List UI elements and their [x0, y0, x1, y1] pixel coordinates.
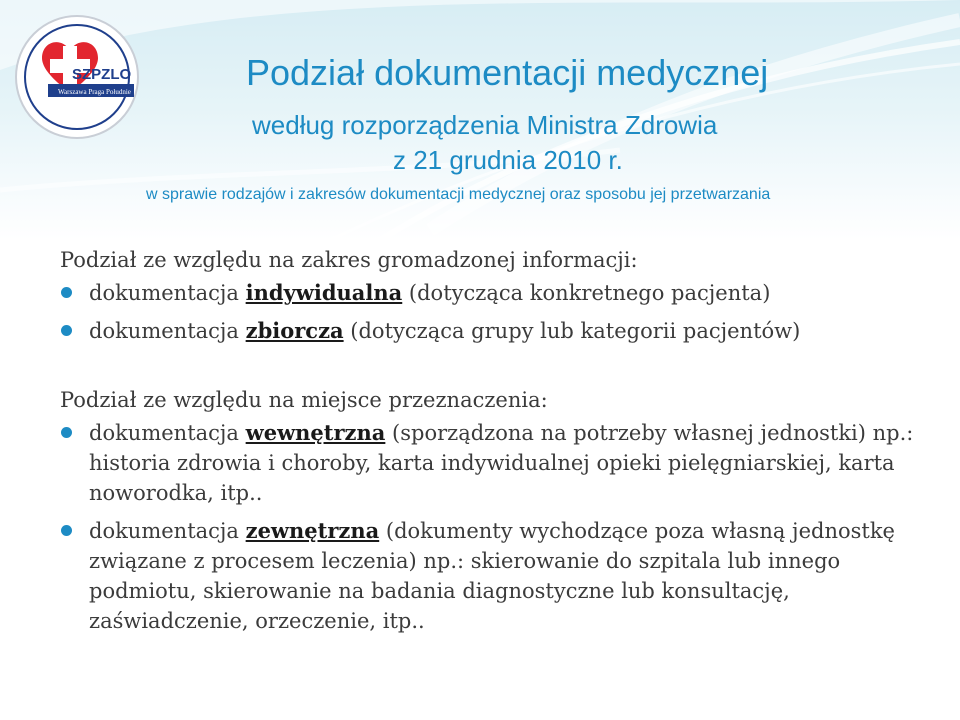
item-rest: (dotycząca grupy lub kategorii pacjentów)	[343, 319, 801, 343]
section2-list	[60, 418, 920, 636]
bullet-icon	[61, 287, 72, 298]
item-emphasis: indywidualna	[245, 280, 403, 305]
logo-text: SZPZLO	[72, 66, 132, 83]
bullet-icon	[61, 325, 72, 336]
logo-subtext: Warszawa Praga Południe	[58, 88, 131, 96]
item-rest: (dotycząca konkretnego pacjenta)	[402, 281, 771, 305]
slide-subtitle-line2: z 21 grudnia 2010 r.	[393, 145, 623, 175]
slide-subtitle-line3: w sprawie rodzajów i zakresów dokumentacji medycznej oraz sposobu jej przetwarzania	[146, 186, 771, 203]
bullet-icon	[61, 427, 72, 438]
list-item	[60, 516, 920, 636]
item-emphasis: zewnętrzna	[245, 518, 380, 543]
item-prefix: dokumentacja	[89, 281, 246, 305]
slide-title: Podział dokumentacji medycznej	[246, 52, 769, 93]
szpzlo-logo	[14, 14, 140, 140]
bullet-icon	[61, 525, 72, 536]
section2-heading: Podział ze względu na miejsce przeznaczenia:	[60, 388, 548, 412]
item-emphasis: zbiorcza	[245, 318, 344, 343]
list-item	[60, 278, 920, 308]
item-prefix: dokumentacja	[89, 319, 246, 343]
section1-list	[60, 278, 920, 346]
item-emphasis: wewnętrzna	[245, 420, 386, 445]
item-rest: (dokumenty wychodzące poza własną jednostkę związane z procesem leczenia) np.: skierowanie do szpitala lub innego podmiotu, skierowanie na badania diagnostyczne lub konsultację, zaświadczenie, orzeczenie, itp..	[89, 519, 895, 633]
item-rest: (sporządzona na potrzeby własnej jednostki) np.: historia zdrowia i choroby, karta indywidualnej opieki pielęgniarskiej, karta noworodka, itp..	[89, 421, 914, 505]
item-prefix: dokumentacja	[89, 519, 246, 543]
slide-subtitle-line1: według rozporządzenia Ministra Zdrowia	[252, 110, 718, 140]
item-prefix: dokumentacja	[89, 421, 246, 445]
list-item	[60, 418, 920, 508]
list-item	[60, 316, 920, 346]
section1-heading: Podział ze względu na zakres gromadzonej informacji:	[60, 248, 638, 272]
